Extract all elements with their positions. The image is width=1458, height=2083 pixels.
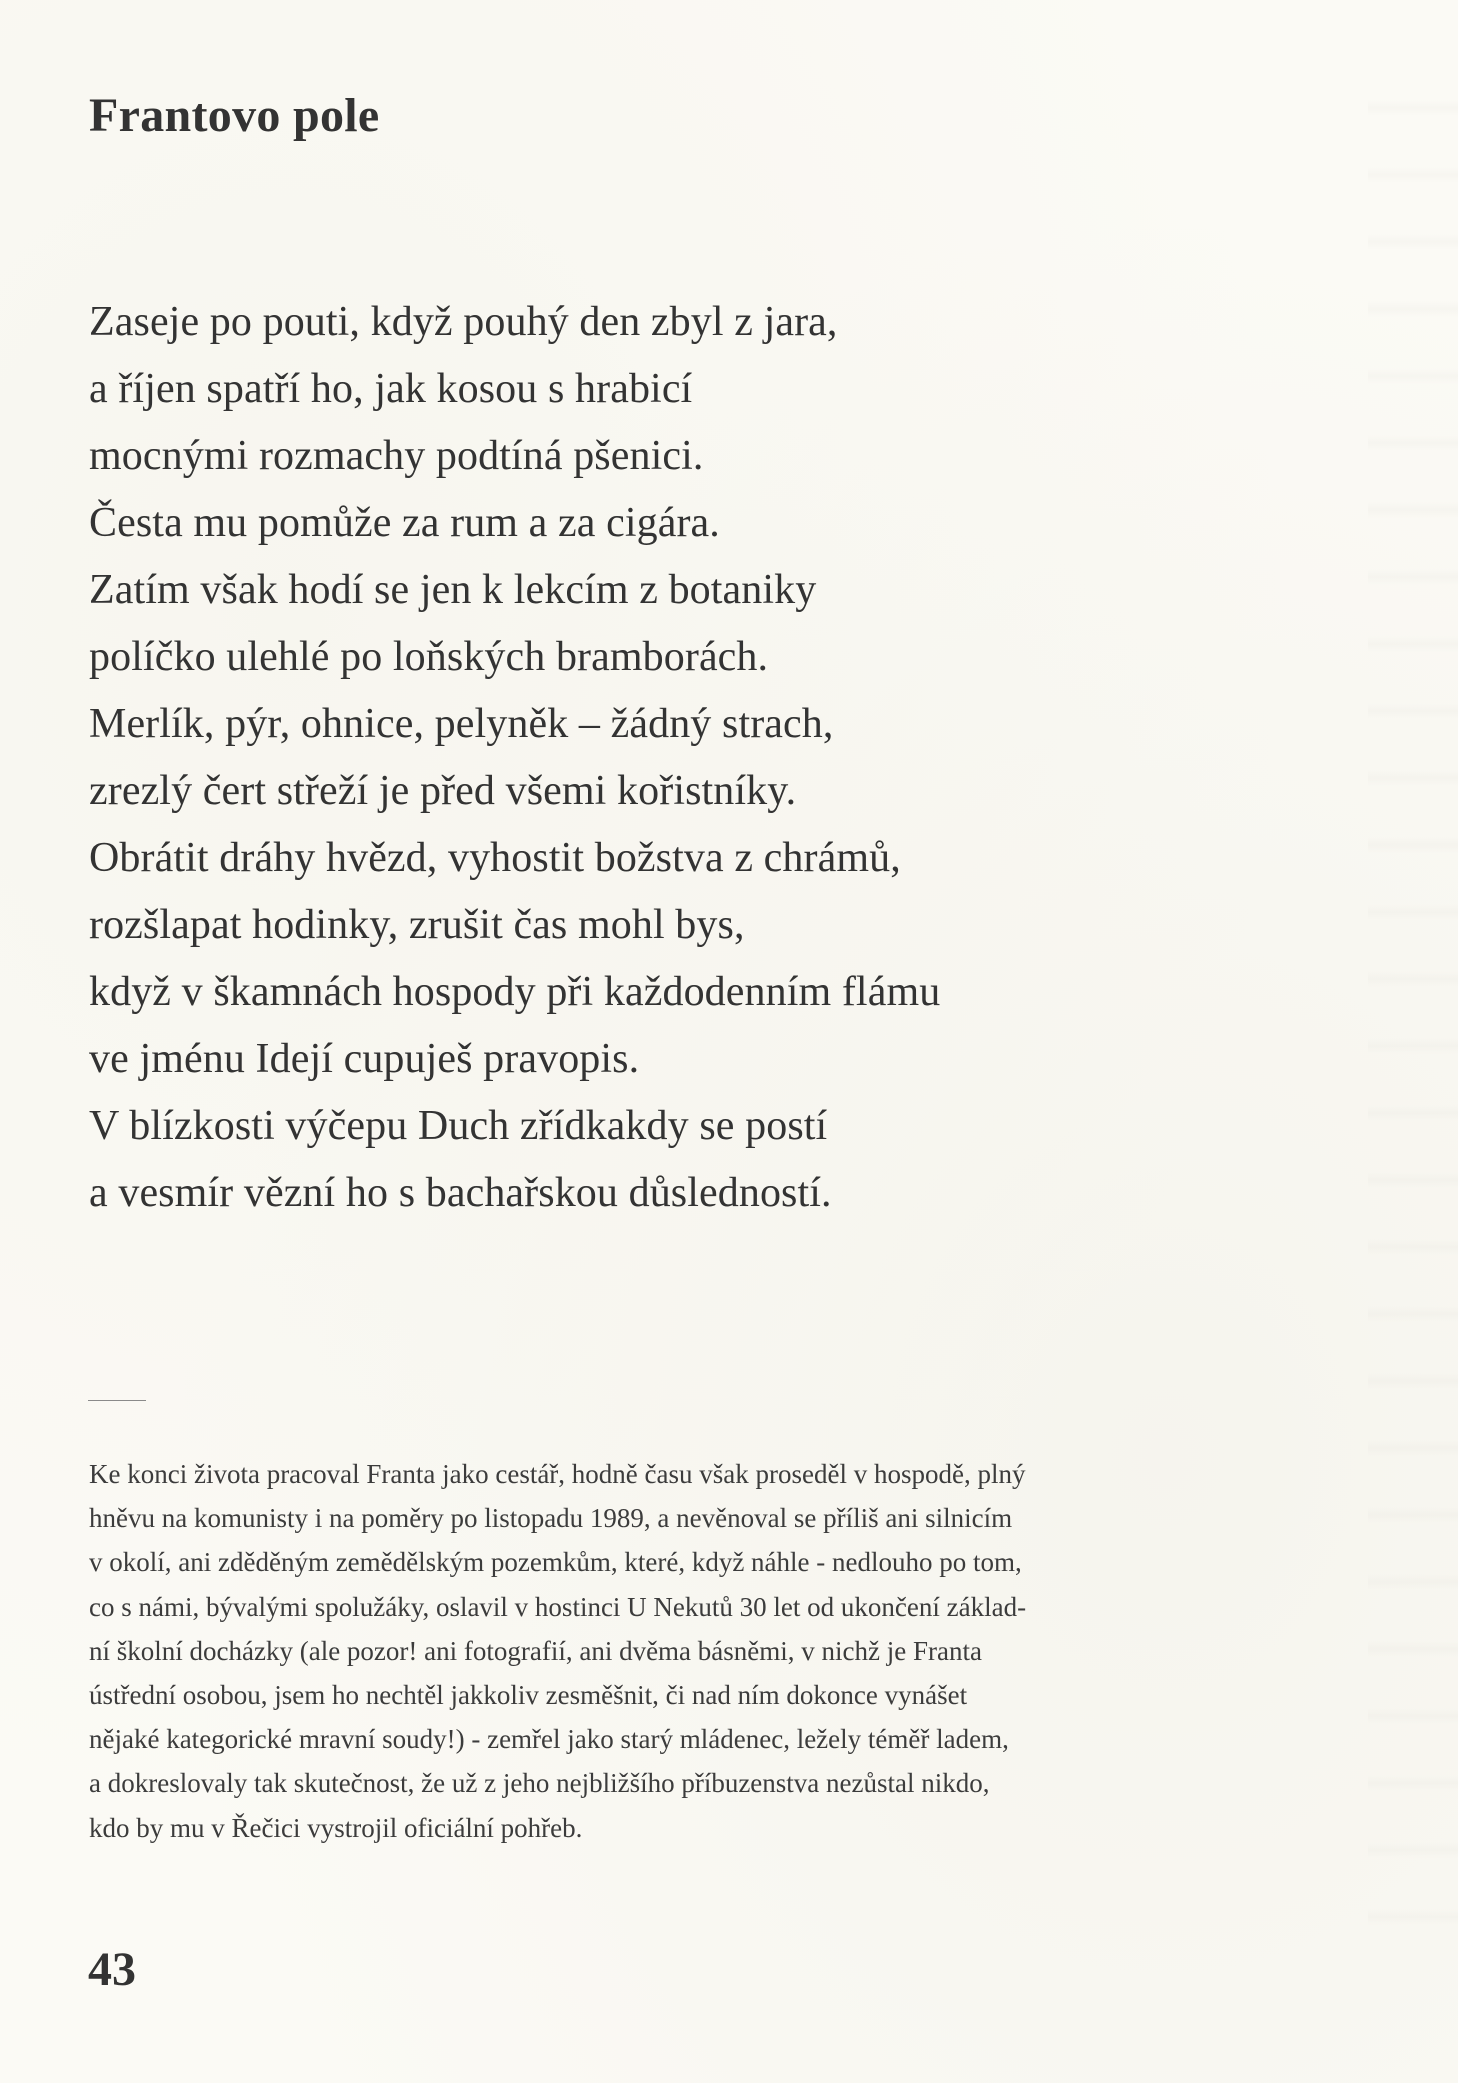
reverse-page-show-through <box>1368 60 1458 1960</box>
poem-line: a říjen spatří ho, jak kosou s hrabicí <box>89 366 693 412</box>
poem-body <box>89 289 940 1227</box>
poem-line: Merlík, pýr, ohnice, pelyněk – žádný strach, <box>89 701 834 747</box>
poem-line: zrezlý čert střeží je před všemi kořistníky. <box>89 768 797 814</box>
footnote-line: nějaké kategorické mravní soudy!) - zemřel jako starý mládenec, ležely téměř ladem, <box>89 1724 1009 1755</box>
poem-line: když v škamnách hospody při každodenním flámu <box>89 969 941 1015</box>
poem-line: Zaseje po pouti, když pouhý den zbyl z jara, <box>89 299 838 345</box>
poem-line: Obrátit dráhy hvězd, vyhostit božstva z chrámů, <box>89 835 901 881</box>
footnote-line: hněvu na komunisty i na poměry po listopadu 1989, a nevěnoval se příliš ani silnicím <box>89 1503 1013 1534</box>
poem-line: mocnými rozmachy podtíná pšenici. <box>89 433 704 479</box>
footnote-line: kdo by mu v Řečici vystrojil oficiální pohřeb. <box>89 1812 583 1843</box>
footnote <box>89 1452 1379 1850</box>
poem-line: ve jménu Idejí cupuješ pravopis. <box>89 1036 640 1082</box>
poem-line: a vesmír vězní ho s bachařskou důsledností. <box>89 1170 832 1216</box>
poem-line: Zatím však hodí se jen k lekcím z botaniky <box>89 567 817 613</box>
poem-line: políčko ulehlé po loňských bramborách. <box>89 634 769 680</box>
footnote-separator-rule <box>88 1400 146 1401</box>
footnote-line: ní školní docházky (ale pozor! ani fotografií, ani dvěma básněmi, v nichž je Franta <box>89 1635 982 1666</box>
footnote-line: Ke konci života pracoval Franta jako cestář, hodně času však proseděl v hospodě, plný <box>89 1459 1026 1489</box>
poem-line: Česta mu pomůže za rum a za cigára. <box>89 500 720 546</box>
footnote-line: co s námi, bývalými spolužáky, oslavil v hostinci U Nekutů 30 let od ukončení základ- <box>89 1591 1027 1622</box>
poem-line: rozšlapat hodinky, zrušit čas mohl bys, <box>89 902 745 948</box>
footnote-line: a dokreslovaly tak skutečnost, že už z jeho nejbližšího příbuzenstva nezůstal nikdo, <box>89 1768 990 1799</box>
page-number: 43 <box>88 1943 136 1996</box>
poem-line: V blízkosti výčepu Duch zřídkakdy se postí <box>89 1103 828 1149</box>
footnote-line: ústřední osobou, jsem ho nechtěl jakkoliv zesměšnit, či nad ním dokonce vynášet <box>89 1680 968 1711</box>
poem-title: Frantovo pole <box>89 89 380 142</box>
footnote-line: v okolí, ani zděděným zemědělským pozemkům, které, když náhle - nedlouho po tom, <box>89 1547 1022 1578</box>
